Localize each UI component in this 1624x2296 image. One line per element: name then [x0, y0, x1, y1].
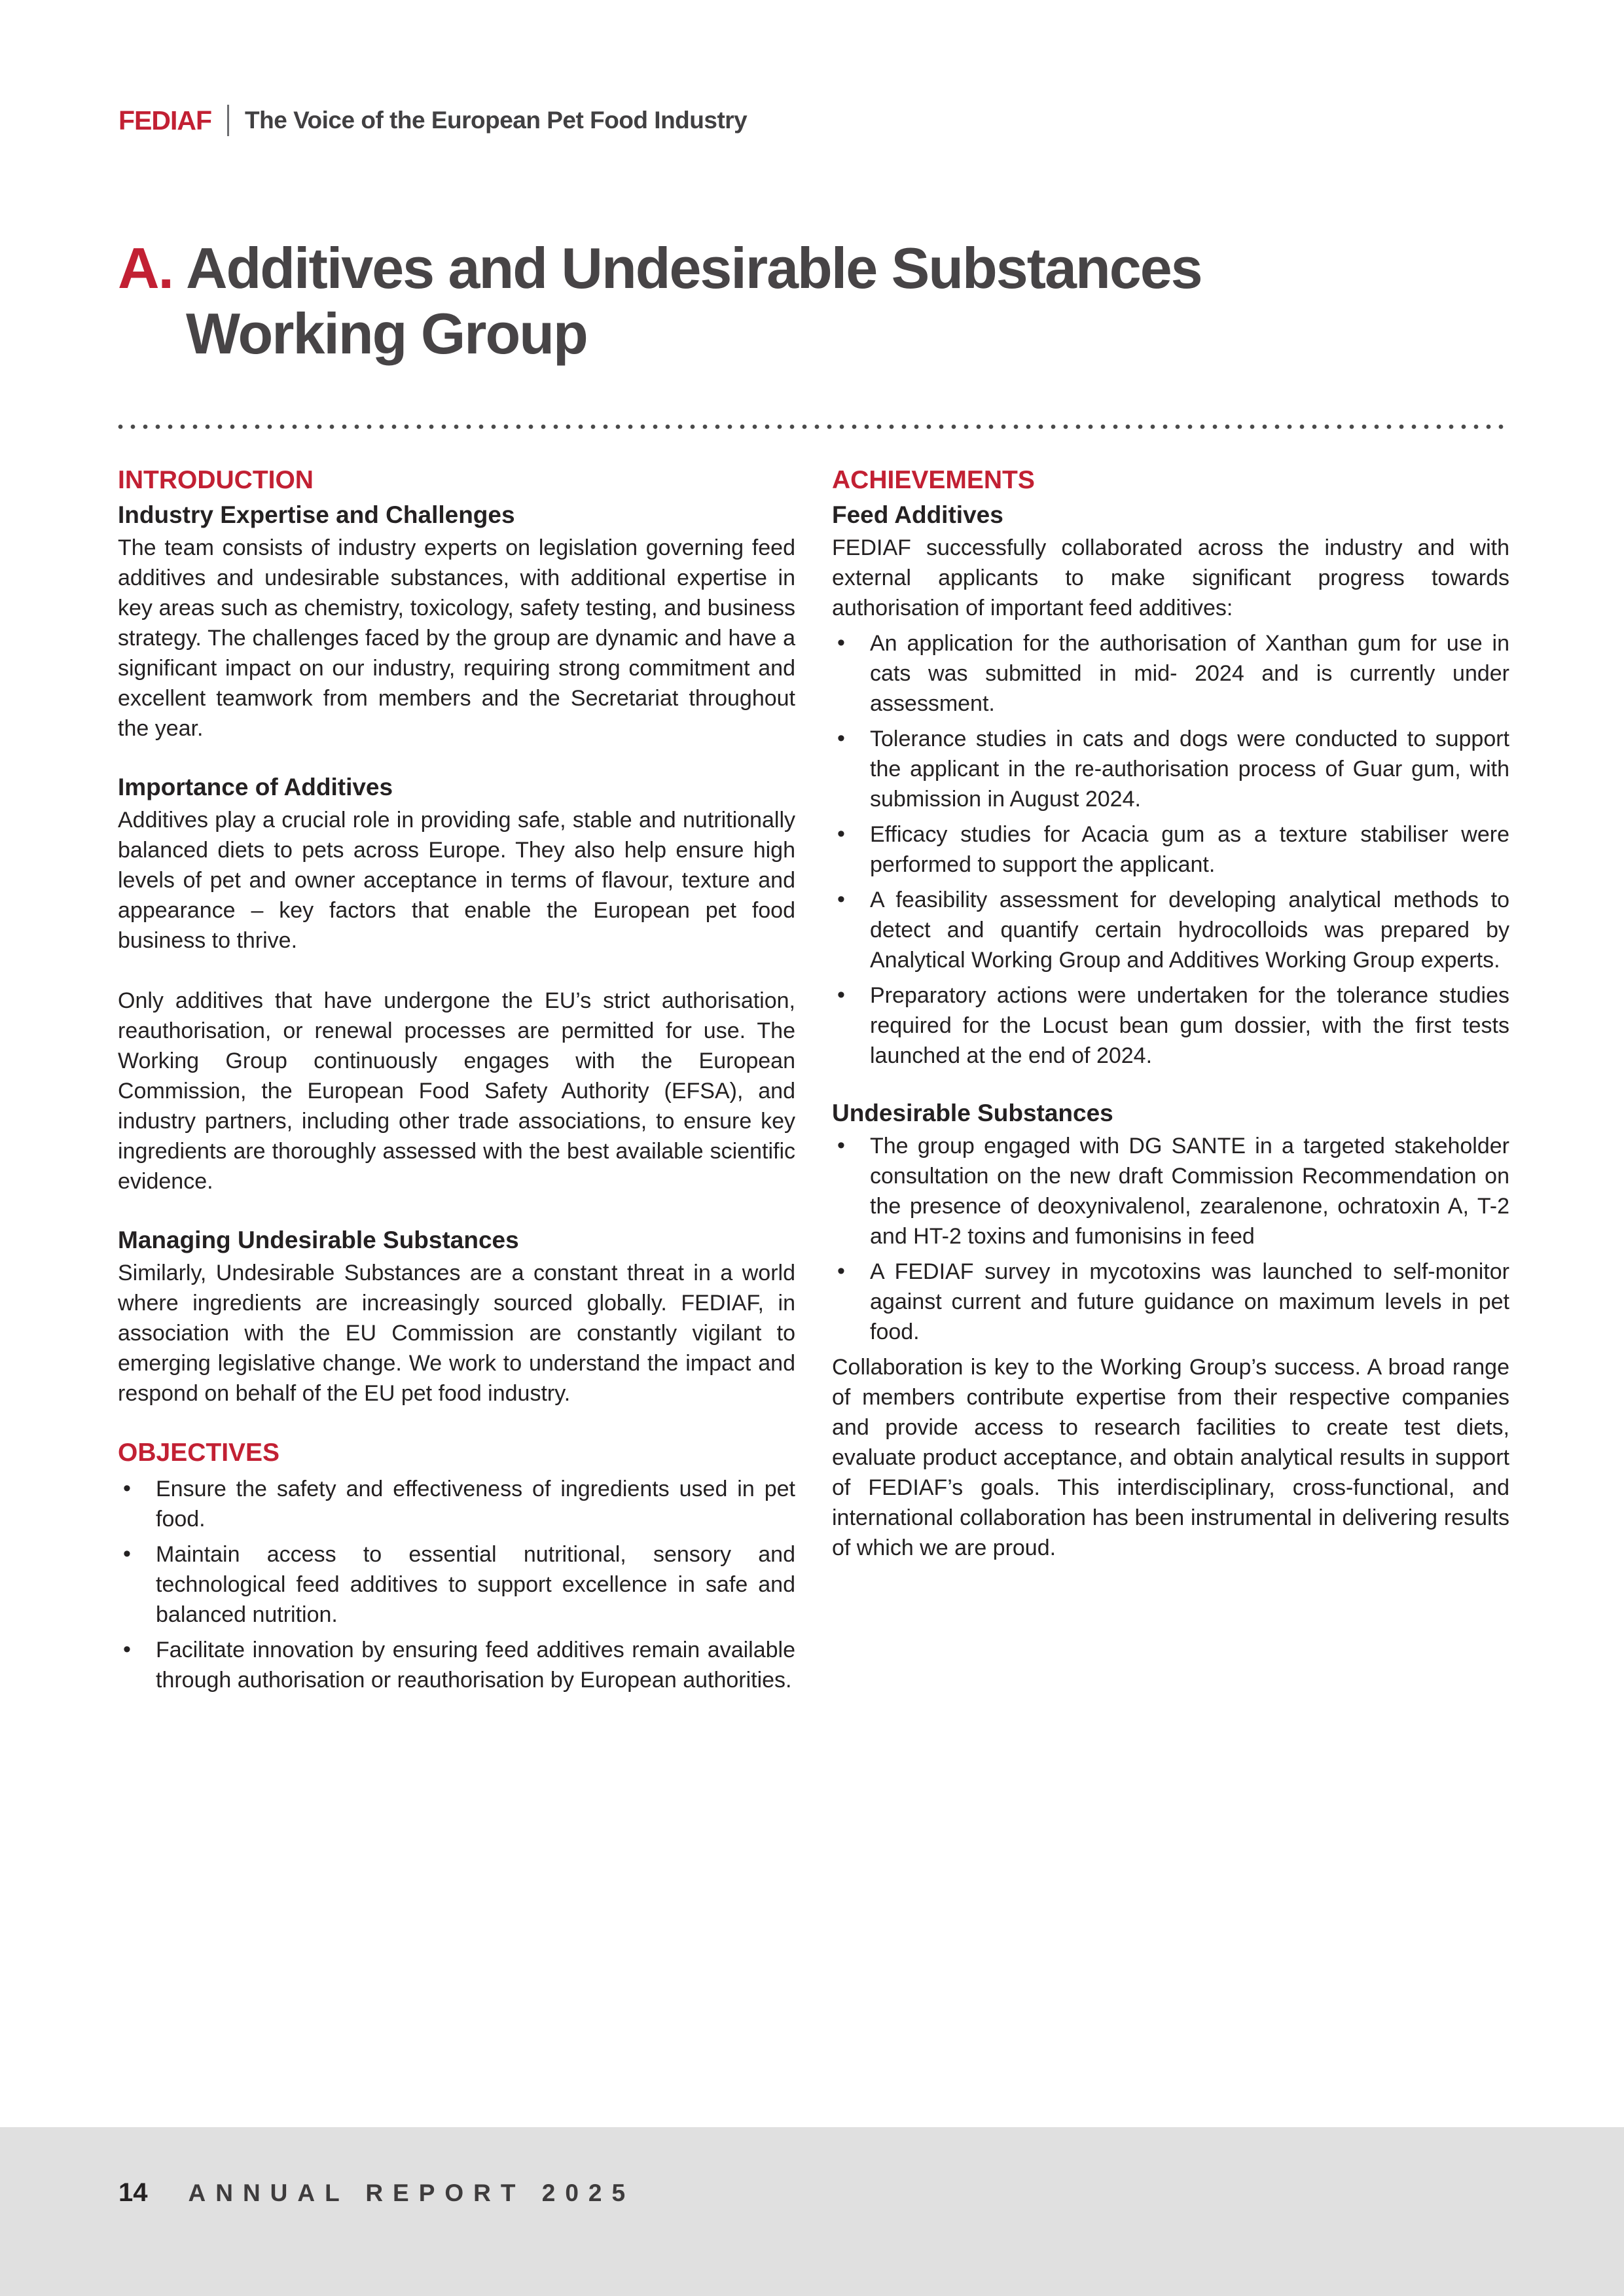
- list-item: • Ensure the safety and effectiveness of ingredients used in pet food.: [118, 1474, 795, 1534]
- body-columns: [118, 466, 1509, 1700]
- feed-additives-subheading: Feed Additives: [832, 501, 1003, 528]
- list-item: • The group engaged with DG SANTE in a targeted stakeholder consultation on the new draft Commission Recommendation on the presence of deoxynivalenol, zearalenone, ochratoxin A, T-2 and HT-2 toxins and fumonisins in feed: [832, 1131, 1509, 1251]
- managing-paragraph: Similarly, Undesirable Substances are a constant threat in a world where ingredients are increasingly sourced globally. FEDIAF, in association with the EU Commission are constantly vigilant to emerging legislative change. We work to understand the impact and respond on behalf of the EU pet food industry.: [118, 1261, 795, 1406]
- feed-additives-intro-paragraph: FEDIAF successfully collaborated across the industry and with external applicants to make significant progress towards authorisation of important feed additives:: [832, 535, 1509, 620]
- page-footer: [0, 2127, 1624, 2296]
- report-title-label: ANNUAL REPORT 2025: [188, 2179, 636, 2206]
- chapter-letter: A.: [118, 236, 173, 300]
- right-column: [832, 466, 1509, 1700]
- importance-of-additives-subheading: Importance of Additives: [118, 774, 393, 800]
- introduction-heading: INTRODUCTION: [118, 466, 314, 494]
- undesirable-substances-subheading: Undesirable Substances: [832, 1100, 1113, 1126]
- undesirable-substances-list: [832, 1131, 1509, 1347]
- dotted-divider: [118, 424, 1509, 429]
- chapter-title: [118, 236, 1202, 367]
- achievements-heading: ACHIEVEMENTS: [832, 466, 1035, 494]
- footer-content: [0, 2127, 1624, 2208]
- list-item: • An application for the authorisation of Xanthan gum for use in cats was submitted in mid- 2024 and is currently under assessment.: [832, 628, 1509, 719]
- chapter-title-text: [186, 236, 1202, 367]
- brand-logo-text: FEDIAF: [118, 105, 212, 135]
- objectives-heading: OBJECTIVES: [118, 1439, 280, 1467]
- managing-undesirable-subheading: Managing Undesirable Substances: [118, 1227, 519, 1253]
- importance-paragraph: Additives play a crucial role in providing safe, stable and nutritionally balanced diets to pets across Europe. They also help ensure high levels of pet and owner acceptance in terms of flavour, texture and appearance – key factors that enable the European pet food business to thrive.: [118, 808, 795, 953]
- page-number: 14: [118, 2178, 148, 2207]
- industry-expertise-subheading: Industry Expertise and Challenges: [118, 501, 515, 528]
- chapter-title-line1: Additives and Undesirable Substances: [186, 236, 1202, 300]
- brand-tagline: The Voice of the European Pet Food Industry: [245, 107, 748, 134]
- feed-additives-list: [832, 628, 1509, 1071]
- list-item: • Maintain access to essential nutritional, sensory and technological feed additives to support excellence in safe and balanced nutrition.: [118, 1539, 795, 1630]
- list-item: • A FEDIAF survey in mycotoxins was launched to self-monitor against current and future guidance on maximum levels in pet food.: [832, 1257, 1509, 1347]
- list-item: • Preparatory actions were undertaken for the tolerance studies required for the Locust bean gum dossier, with the first tests launched at the end of 2024.: [832, 980, 1509, 1071]
- objectives-list: [118, 1474, 795, 1695]
- list-item: • Facilitate innovation by ensuring feed additives remain available through authorisation or reauthorisation by European authorities.: [118, 1635, 795, 1695]
- introduction-paragraph: The team consists of industry experts on legislation governing feed additives and undesirable substances, with additional expertise in key areas such as chemistry, toxicology, safety testing, and business strategy. The challenges faced by the group are dynamic and have a significant impact on our industry, requiring strong commitment and excellent teamwork from members and the Secretariat throughout the year.: [118, 535, 795, 741]
- page-header: [118, 105, 747, 136]
- list-item: • Tolerance studies in cats and dogs were conducted to support the applicant in the re-authorisation process of Guar gum, with submission in August 2024.: [832, 724, 1509, 814]
- authorisation-paragraph: Only additives that have undergone the EU’s strict authorisation, reauthorisation, or renewal processes are permitted for use. The Working Group continuously engages with the European Commission, the European Food Safety Authority (EFSA), and industry partners, including other trade associations, to ensure key ingredients are thoroughly assessed with the best available scientific evidence.: [118, 988, 795, 1194]
- list-item: • A feasibility assessment for developing analytical methods to detect and quantify certain hydrocolloids was prepared by Analytical Working Group and Additives Working Group experts.: [832, 885, 1509, 975]
- chapter-title-line2: Working Group: [186, 301, 587, 366]
- list-item: • Efficacy studies for Acacia gum as a texture stabiliser were performed to support the applicant.: [832, 819, 1509, 880]
- left-column: [118, 466, 795, 1700]
- header-divider: [227, 105, 229, 136]
- collaboration-paragraph: Collaboration is key to the Working Group’s success. A broad range of members contribute expertise from their respective companies and provide access to research facilities to create test diets, evaluate product acceptance, and obtain analytical results in support of FEDIAF’s goals. This interdisciplinary, cross-functional, and international collaboration has been instrumental in delivering results of which we are proud.: [832, 1355, 1509, 1560]
